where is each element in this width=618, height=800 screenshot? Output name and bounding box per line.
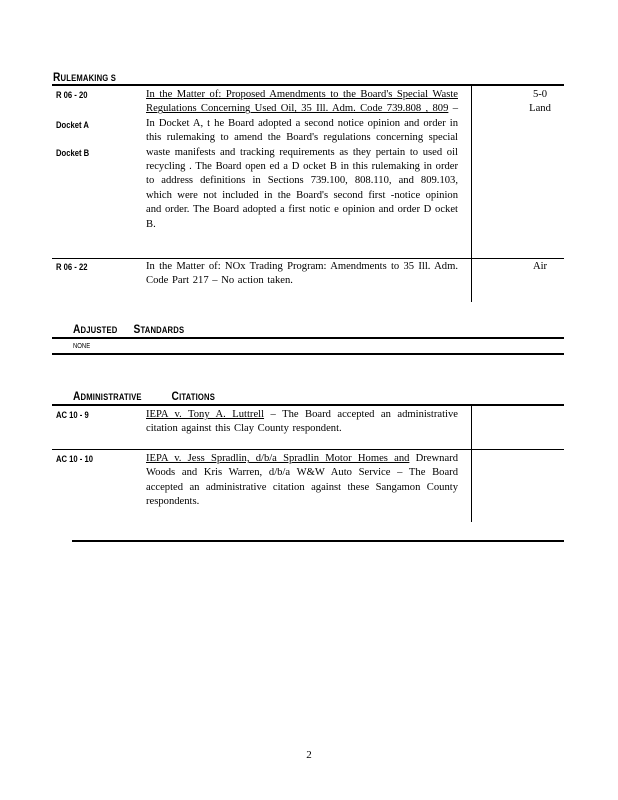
citation-description: IEPA v. Jess Spradlin, d/b/a Spradlin Motor Homes and Drewnard Woods and Kris Warren, d/b/a W&W Auto Service – The Board accepted an administrative citation against these Sangamon County respondents. (146, 453, 458, 508)
row-divider (52, 449, 564, 450)
citation-id: AC 10 - 10 (56, 454, 94, 464)
adjusted-standards-heading: ADJUSTED STANDARDS (73, 322, 185, 336)
docket-id: R 06 - 22 (56, 262, 88, 272)
citations-top-rule (52, 404, 564, 406)
case-caption: IEPA v. Tony A. Luttrell (146, 409, 265, 420)
rulemakings-heading: RULEMAKING S (53, 70, 116, 84)
category-label: Land (529, 103, 551, 114)
adjusted-standards-bottom-rule (52, 353, 564, 355)
vote-count: 5-0 (532, 89, 548, 100)
column-divider (471, 86, 472, 258)
case-caption: IEPA v. Jess Spradlin, d/b/a Spradlin Motor Homes and (146, 453, 410, 464)
page-number: 2 (306, 749, 312, 761)
rulemaking-description: In the Matter of: Proposed Amendments to the Board's Special Waste Regulations Concerning Used Oil, 35 Ill. Adm. Code 739.808 , 809 – In Docket A, t he Board adopted a second notice opinion and order in this rulemaking to amend the Board's regulations concerning special waste manifests and tracking requirements as they pertain to used oil recycling . The Board open ed a D ocket B in this rulemaking in order to address definitions in Sections 739.100, 808.110, and 809.103, which were not included in the Board's second first -notice opinion and order. The Board adopted a first notic e opinion and order D ocket B. (146, 89, 459, 230)
docket-id: R 06 - 20 (56, 90, 88, 100)
none-label: NONE (73, 343, 91, 350)
category-label: Air (532, 261, 548, 272)
row-divider (52, 258, 564, 259)
docket-a-label: Docket A (56, 120, 89, 130)
column-divider (471, 406, 472, 449)
adjusted-standards-top-rule (52, 337, 564, 339)
citation-id: AC 10 - 9 (56, 410, 89, 420)
column-divider (471, 259, 472, 302)
docket-b-label: Docket B (56, 148, 90, 158)
administrative-citations-heading: ADMINISTRATIVE CITATIONS (73, 389, 216, 403)
citation-description: IEPA v. Tony A. Luttrell – The Board accepted an administrative citation against this Clay County respondent. (146, 409, 458, 435)
column-divider (471, 450, 472, 522)
rulemakings-top-rule (52, 84, 564, 86)
case-caption: In the Matter of: Proposed Amendments to the Board's Special Waste Regulations Concerning Used Oil, 35 Ill. Adm. Code 739.808 , 809 (146, 89, 458, 115)
rulemaking-description: In the Matter of: NOx Trading Program: Amendments to 35 Ill. Adm. Code Part 217 – No action taken. (146, 261, 458, 287)
citations-bottom-rule (72, 540, 564, 542)
